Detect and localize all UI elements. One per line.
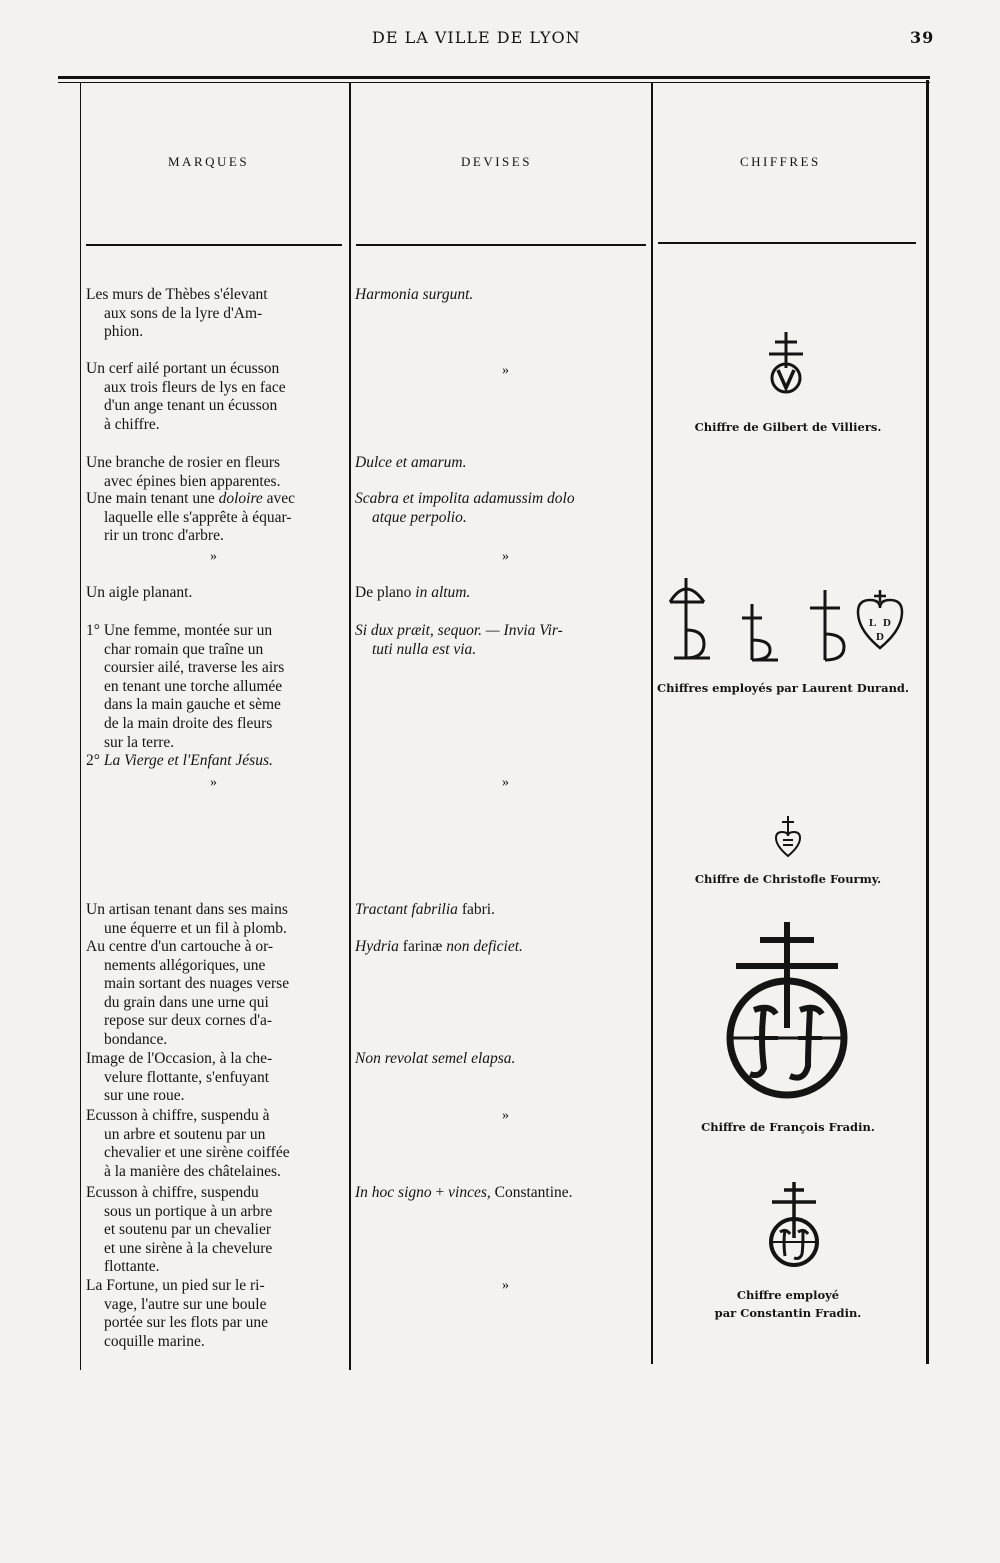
marque-entry-6: Un aigle planant.	[86, 584, 193, 601]
marque-entry-14: La Fortune, un pied sur le ri- vage, l'autre sur une boule portée sur les flots par une coquille marine.	[86, 1277, 268, 1350]
devise-ditto-2: »	[502, 363, 509, 378]
devise-entry-1: Harmonia surgunt.	[355, 286, 474, 303]
marque-entry-11: Image de l'Occasion, à la che- velure flottante, s'enfuyant sur une roue.	[86, 1050, 273, 1105]
cross-monogram-v-icon	[761, 330, 811, 396]
column-rule-1	[349, 82, 351, 1370]
devise-entry-7: Si dux præit, sequor. — Invia Vir- tuti nulla est via.	[355, 622, 563, 658]
fourmy-heart-icon	[774, 814, 802, 858]
devise-ditto-8: »	[502, 775, 509, 790]
column-head-chiffres: CHIFFRES	[740, 154, 821, 169]
devise-ditto-12: »	[502, 1108, 509, 1123]
caption-francois-fradin: Chiffre de François Fradin.	[701, 1120, 875, 1134]
marque-entry-3: Une branche de rosier en fleurs avec épines bien apparentes.	[86, 454, 281, 490]
marque-entry-12: Ecusson à chiffre, suspendu à un arbre et soutenu par un chevalier et une sirène coiffée à la manière des châtelaines.	[86, 1107, 290, 1180]
column-rule-right	[926, 80, 929, 1364]
devise-entry-13: In hoc signo + vinces, Constantine.	[355, 1184, 573, 1201]
marque-entry-2: Un cerf ailé portant un écusson aux trois fleurs de lys en face d'un ange tenant un écusson à chiffre.	[86, 360, 286, 433]
marque-entry-13: Ecusson à chiffre, suspendu sous un portique à un arbre et soutenu par un chevalier et une sirène à la chevelure flottante.	[86, 1184, 273, 1276]
table-top-rule-thin	[58, 82, 930, 83]
header-rule-devises	[356, 244, 646, 246]
durand-monograms-icon	[660, 574, 910, 666]
devise-entry-9: Tractant fabrilia fabri.	[355, 901, 495, 918]
devise-entry-4: Scabra et impolita adamussim dolo atque perpolio.	[355, 490, 575, 526]
marque-entry-7: 1° Une femme, montée sur un char romain que traîne un coursier ailé, traverse les airs en tenant une torche allumée dans la main gauche et sème de la main droite des fleurs sur la terre. 2° La Vierge et l'Enfant Jésus.	[86, 622, 285, 770]
devise-ditto-14: »	[502, 1278, 509, 1293]
table-top-rule	[58, 76, 930, 79]
column-head-devises: DEVISES	[461, 154, 532, 169]
heart-letter-d: D	[883, 617, 891, 629]
caption-christofle-fourmy: Chiffre de Christofle Fourmy.	[694, 872, 882, 886]
devise-entry-11: Non revolat semel elapsa.	[355, 1050, 516, 1067]
constantin-fradin-icon	[764, 1180, 824, 1268]
heart-letter-d2: D	[876, 631, 884, 643]
marque-ditto-8: »	[210, 775, 217, 790]
heart-letter-l: L	[869, 617, 877, 629]
devise-entry-6: De plano in altum.	[355, 584, 471, 601]
marque-entry-1: Les murs de Thèbes s'élevant aux sons de la lyre d'Am- phion.	[86, 286, 268, 341]
header-rule-marques	[86, 244, 342, 246]
marque-entry-9: Un artisan tenant dans ses mains une équerre et un fil à plomb.	[86, 901, 288, 937]
marque-entry-4: Une main tenant une doloire avec laquelle elle s'apprête à équar- rir un tronc d'arbre.	[86, 490, 296, 545]
caption-laurent-durand: Chiffres employés par Laurent Durand.	[657, 681, 909, 695]
column-rule-2	[651, 82, 653, 1364]
running-head-title: DE LA VILLE DE LYON	[372, 28, 581, 47]
devise-entry-10: Hydria farinæ non deficiet.	[355, 938, 523, 955]
devise-entry-3: Dulce et amarum.	[355, 454, 467, 471]
marque-ditto-5: »	[210, 549, 217, 564]
column-rule-left	[80, 82, 81, 1370]
fradin-cross-circle-icon	[724, 918, 850, 1098]
page-number: 39	[910, 28, 935, 47]
caption-constantin-fradin-line2: par Constantin Fradin.	[714, 1306, 862, 1320]
devise-ditto-5: »	[502, 549, 509, 564]
marque-entry-10: Au centre d'un cartouche à or- nements allégoriques, une main sortant des nuages verse du grain dans une urne qui repose sur deux cornes d'a- bondance.	[86, 938, 290, 1048]
caption-gilbert-de-villiers: Chiffre de Gilbert de Villiers.	[694, 420, 882, 434]
header-rule-chiffres	[658, 242, 916, 244]
caption-constantin-fradin-line1: Chiffre employé	[736, 1288, 840, 1302]
column-head-marques: MARQUES	[168, 154, 250, 169]
